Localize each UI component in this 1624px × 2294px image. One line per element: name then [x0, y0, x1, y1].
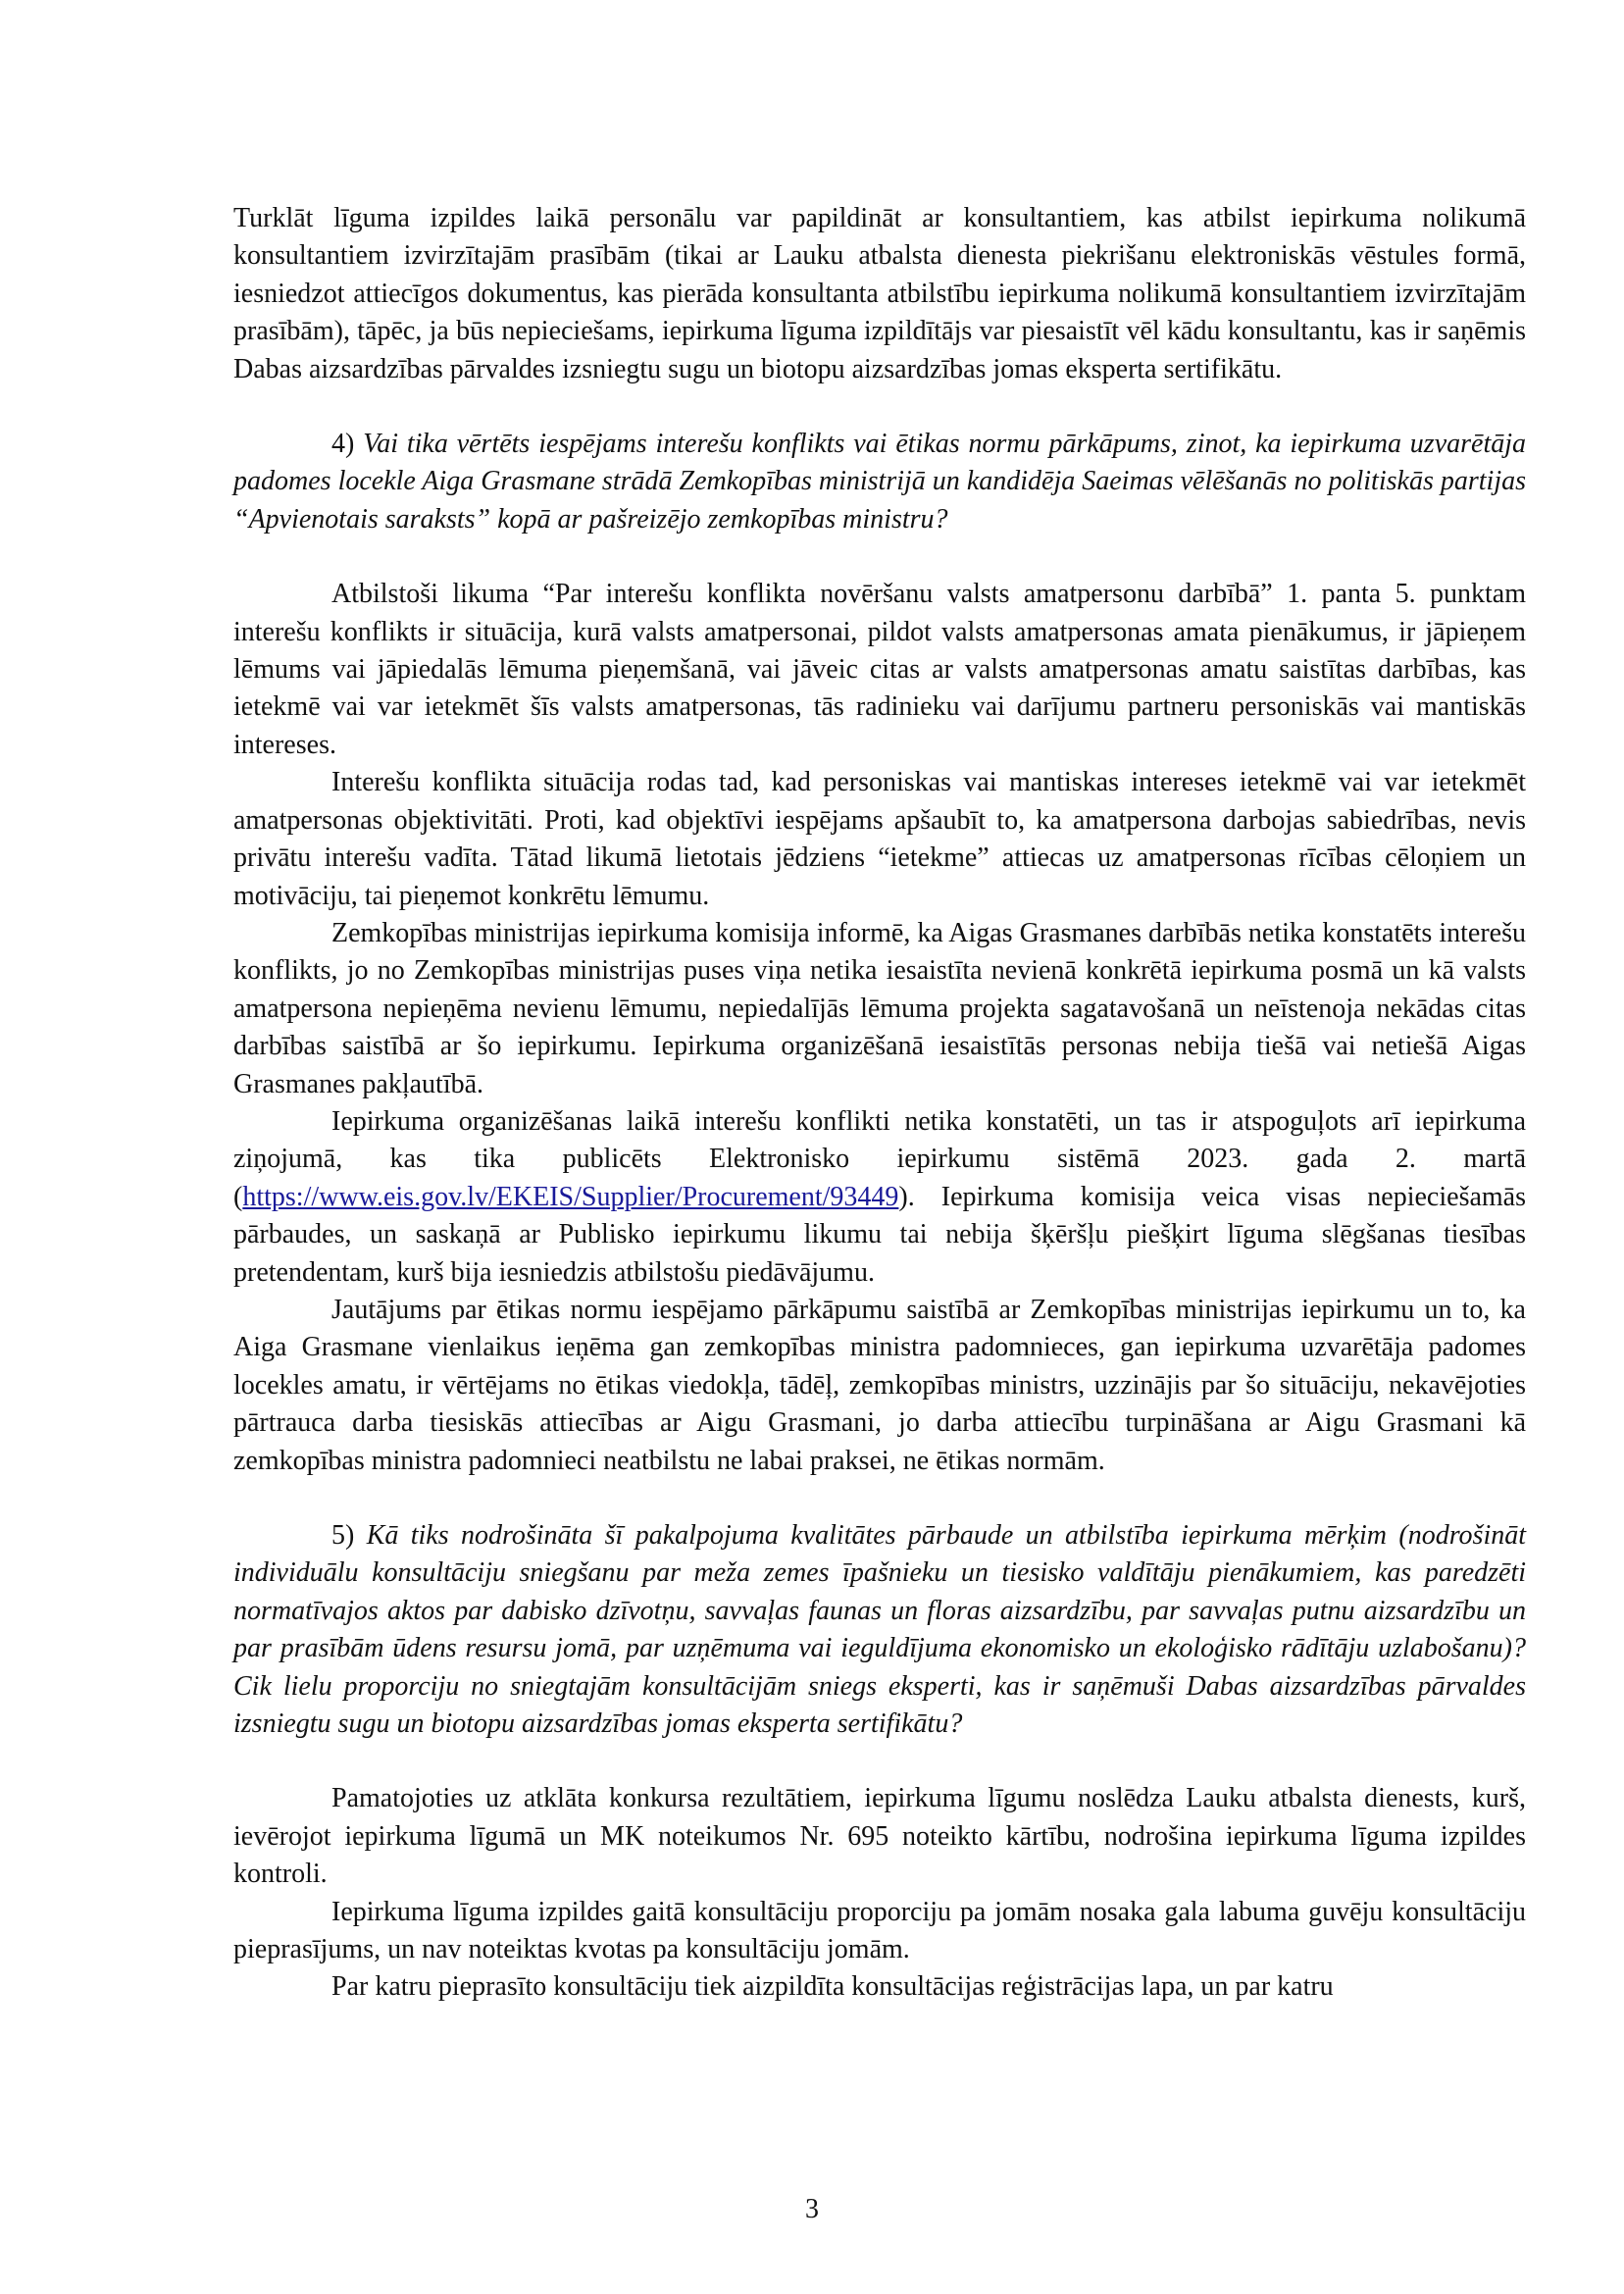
question-4	[233, 426, 1526, 538]
eis-procurement-link[interactable]: https://www.eis.gov.lv/EKEIS/Supplier/Procurement/93449	[242, 1181, 899, 1212]
paragraph-personnel-consultants: Turklāt līguma izpildes laikā personālu var papildināt ar konsultantiem, kas atbilst iepirkuma nolikumā konsultantiem izvirzītajām prasībām (tikai ar Lauku atbalsta dienesta piekrišanu elektroniskās vēstules formā, iesniedzot attiecīgos dokumentus, kas pierāda konsultanta atbilstību iepirkuma nolikumā konsultantiem izvirzītajām prasībām), tāpēc, ja būs nepieciešams, iepirkuma līguma izpildītājs var piesaistīt vēl kādu konsultantu, kas ir saņēmis Dabas aizsardzības pārvaldes izsniegtu sugu un biotopu aizsardzības jomas eksperta sertifikātu.	[233, 203, 1526, 384]
paragraph-conflict-situation: Interešu konflikta situācija rodas tad, kad personiskas vai mantiskas intereses ietekmē vai var ietekmēt amatpersonas objektivitāti. Proti, kad objektīvi iespējams apšaubīt to, ka amatpersona darbojas sabiedrības, nevis privātu interešu vadīta. Tātad likumā lietotais jēdziens “ietekme” attiecas uz amatpersonas rīcības cēloņiem un motivāciju, tai pieņemot konkrētu lēmumu.	[233, 767, 1526, 911]
paragraph-ethics-question: Jautājums par ētikas normu iespējamo pārkāpumu saistībā ar Zemkopības ministrijas iepirkumu un to, ka Aiga Grasmane vienlaikus ieņēma gan zemkopības ministra padomnieces, gan iepirkuma uzvarētāja padomes locekles amatu, ir vērtējams no ētikas viedokļa, tādēļ, zemkopības ministrs, uzzinājis par šo situāciju, nekavējoties pārtrauca darba tiesiskās attiecības ar Aigu Grasmani, jo darba attiecību turpināšana ar Aigu Grasmani kā zemkopības ministra padomnieci neatbilstu ne labai praksei, ne ētikas normām.	[233, 1294, 1526, 1476]
question-4-number: 4)	[331, 429, 355, 460]
page-number: 3	[805, 2194, 819, 2224]
paragraph-contract-control: Pamatojoties uz atklāta konkursa rezultātiem, iepirkuma līgumu noslēdza Lauku atbalsta dienests, kurš, ievērojot iepirkuma līgumā un MK noteikumos Nr. 695 noteikto kārtību, nodrošina iepirkuma līguma izpildes kontroli.	[233, 1783, 1526, 1890]
paragraph-procurement-report	[233, 1103, 1526, 1292]
question-5-text: Kā tiks nodrošināta šī pakalpojuma kvalitātes pārbaude un atbilstība iepirkuma mērķim (nodrošināt individuālu konsultāciju sniegšanu par meža zemes īpašnieku un tiesisko valdītāju pienākumiem, kas paredzēti normatīvajos aktos par dabisko dzīvotņu, savvaļas faunas un floras aizsardzību, par savvaļas putnu aizsardzību un par prasībām ūdens resursu jomā, par uzņēmuma vai ieguldījuma ekonomisko un ekoloģisko rādītāju uzlabošanu)? Cik lielu proporciju no sniegtajām konsultācijām sniegs eksperti, kas ir saņēmuši Dabas aizsardzības pārvaldes izsniegtu sugu un biotopu aizsardzības jomas eksperta sertifikātu?	[233, 1520, 1527, 1740]
question-4-text: Vai tika vērtēts iespējams interešu konflikts vai ētikas normu pārkāpums, zinot, ka iepirkuma uzvarētāja padomes locekle Aiga Grasmane strādā Zemkopības ministrijā un kandidēja Saeimas vēlēšanās no politiskās partijas “Apvienotais saraksts” kopā ar pašreizējo zemkopības ministru?	[233, 429, 1527, 535]
question-5-number: 5)	[331, 1520, 355, 1551]
paragraph-procurement-report-start: Iepirkuma organizēšanas laikā interešu konflikti netika konstatēti, un tas ir atspoguļots arī iepirkuma ziņojumā, kas tika publicēts Elektronisko iepirkumu sistēmā 2023. gada 2. martā (	[233, 1105, 1526, 1212]
paragraph-conflict-definition: Atbilstoši likuma “Par interešu konflikta novēršanu valsts amatpersonu darbībā” 1. panta 5. punktam interešu konflikts ir situācija, kurā valsts amatpersonai, pildot valsts amatpersonas amata pienākumus, ir jāpieņem lēmums vai jāpiedalās lēmuma pieņemšanā, vai jāveic citas ar valsts amatpersonas amatu saistītas darbības, kas ietekmē vai var ietekmēt šīs valsts amatpersonas, tās radinieku vai darījumu partneru personiskās vai mantiskās intereses.	[233, 579, 1526, 760]
paragraph-registration-sheet: Par katru pieprasīto konsultāciju tiek aizpildīta konsultācijas reģistrācijas lapa, un par katru	[331, 1971, 1334, 2003]
paragraph-procurement-report-end: ). Iepirkuma komisija veica visas nepieciešamās pārbaudes, un saskaņā ar Publisko iepirkumu likumu tai nebija šķēršļu piešķirt līguma slēgšanas tiesības pretendentam, kurš bija iesniedzis atbilstošu piedāvājumu.	[233, 1181, 1526, 1288]
question-5	[233, 1517, 1526, 1743]
paragraph-consultation-proportion: Iepirkuma līguma izpildes gaitā konsultāciju proporciju pa jomām nosaka gala labuma guvēju konsultāciju pieprasījums, un nav noteiktas kvotas pa konsultāciju jomām.	[233, 1896, 1526, 1965]
paragraph-commission-info: Zemkopības ministrijas iepirkuma komisija informē, ka Aigas Grasmanes darbībās netika konstatēts interešu konflikts, jo no Zemkopības ministrijas puses viņa netika iesaistīta nevienā konkrētā iepirkuma posmā un kā valsts amatpersona nepieņēma nevienu lēmumu, nepiedalījās lēmuma projekta sagatavošanā un neīstenoja nekādas citas darbības saistībā ar šo iepirkumu. Iepirkuma organizēšanā iesaistītās personas nebija tiešā vai netiešā Aigas Grasmanes pakļautībā.	[233, 917, 1526, 1099]
document-body	[233, 200, 1526, 2007]
